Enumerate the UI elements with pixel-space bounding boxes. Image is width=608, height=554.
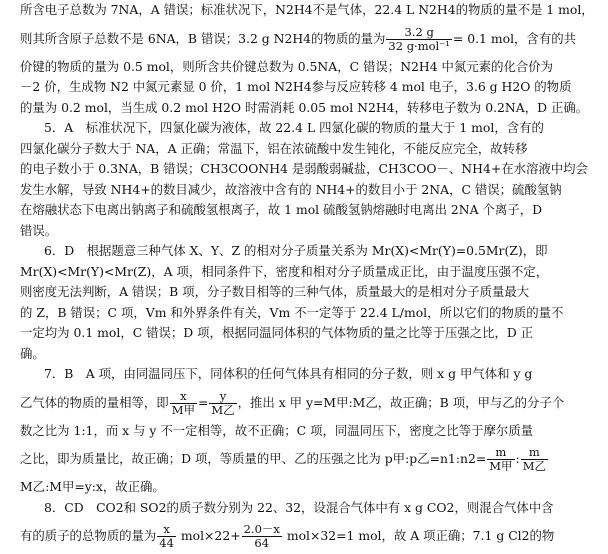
line-text: 确。 [20,345,45,361]
text-line [20,303,600,324]
text-line [20,262,600,283]
line-text: 在熔融状态下电离出钠离子和硫酸氢根离子，故 1 mol 硫酸氢钠熔融时电离出 2NA 个离子，D [20,202,543,217]
text-line [20,518,600,554]
line-text: = 0.1 mol，含有的共 [452,30,576,46]
line-text: 所含电子总数为 7NA，A 错误；标准状况下，N2H4不是气体，22.4 L N2H4的物质的量不是 1 mol， [20,2,594,17]
line-text: M乙:M甲=y:x，故正确。 [20,479,165,494]
line-text: 6．D 根据题意三种气体 X、Y、Z 的相对分子质量关系为 Mr(X)<Mr(Y)=0.5Mr(Z)，即 [44,243,548,258]
line-text: 7．B A 项，由同温同压下，同体积的任何气体具有相同的分子数，则 x g 甲气体和 y g [44,366,533,381]
text-line [20,77,600,98]
fraction: $\frac{m}{\text{M乙}}$ [522,445,546,473]
fraction: $\frac{x}{44}$ [159,522,174,550]
text-line [20,180,600,201]
line-text: 有的质子的总物质的量为 [20,528,157,543]
line-text: 的量为 0.2 mol，当生成 0.2 mol H2O 时需消耗 0.05 mol N2H4，转移电子数为 0.2NA，D 正确。 [20,99,589,115]
text-line [20,498,600,519]
text-line [20,21,600,57]
line-text: 5．A 标准状况下，四氯化碳为液体，故 22.4 L 四氯化碳的物质的量大于 1 mol，含有的 [44,120,544,135]
line-text: mol×32=1 mol，故 A 项正确；7.1 g Cl2的物 [282,528,555,543]
line-text: －2 价，生成物 N2 中氮元素显 0 价，1 mol N2H4参与反应转移 4 mol 电子，3.6 g H2O 的物质 [20,79,572,94]
line-text: 之比，即为质量比，故正确；D 项，等质量的甲、乙的压强之比为 p甲:p乙=n1:n2= [20,451,487,466]
text-line [20,139,600,160]
text-line [20,323,600,344]
text-line [20,421,600,442]
line-text: 发生水解，导致 NH4+的数目减少，故溶液中含有的 NH4+的数目小于 2NA，C 错误；硫酸氢钠 [20,181,562,197]
line-text: mol×22+ [176,528,241,543]
text-line [20,221,600,242]
text-line [20,0,600,21]
line-text: 的 Z，B 错误；C 项，Vm 和外界条件有关，Vm 不一定等于 22.4 L/mol，所以它们的物质的量不 [20,304,564,320]
text-line: 乙气体的物质的量相等，即 $\frac{x}{\text{M甲}}$ = $\frac{y}{\text{M乙}}$ ，推出 x 甲 y=M甲:M乙，故正确；B 项，甲与乙的分子个 [20,388,565,417]
text-line [20,98,600,119]
fraction: $\frac{2.0-x}{64}$ [243,522,280,550]
fraction: $\frac{y}{\text{M乙}}$ [211,388,235,417]
line-text: 则其所含原子总数不是 6NA，B 错误；3.2 g N2H4的物质的量为 [20,30,386,46]
line-text: 错误。 [20,222,58,238]
text-line [20,282,600,303]
text-line [20,118,600,139]
line-text: 数之比为 1:1，而 x 与 y 不一定相等，故不正确；C 项，同温同压下，密度之比等于摩尔质量 [20,422,534,438]
text-line [20,364,600,385]
fraction: $\frac{x}{\text{M甲}}$ [171,388,195,417]
text-line [20,477,600,498]
line-text: 则密度无法判断，A 错误；B 项，分子数目相等的三种气体，质量最大的是相对分子质量最大 [20,284,530,299]
text-line [20,344,600,365]
line-text: 价键的物质的量为 0.5 mol，则所含共价键总数为 0.5NA，C 错误；N2H4 中氮元素的化合价为 [20,58,554,74]
line-text: Mr(X)<Mr(Y)<Mr(Z)，A 项，相同条件下，密度和相对分子质量成正比，由于温度压强不定， [20,263,549,279]
line-text: 乙气体的物质的量相等，即 [20,394,169,410]
text-line [20,241,600,262]
fraction: $\frac{m}{\text{M甲}}$ [489,445,513,473]
line-text: 一定均为 0.1 mol，C 错误；D 项，根据同温同体积的气体物质的量之比等于压强之比，D 正 [20,325,534,340]
line-text: 的电子数小于 0.3NA，B 错误；CH3COONH4 是弱酸弱碱盐，CH3COO－、NH4+在水溶液中均会 [20,161,588,176]
text-line [20,200,600,221]
line-text: 8．CD CO2和 SO2的质子数分别为 22、32，设混合气体中有 x g CO2，则混合气体中含 [44,499,554,515]
text-line: 之比，即为质量比，故正确；D 项，等质量的甲、乙的压强之比为 p甲:p乙=n1:n2= $\frac{m}{\text{M甲}}$ : $\frac{m}{\text{M乙}}$ [20,445,546,473]
line-text: ，推出 x 甲 y=M甲:M乙，故正确；B 项，甲与乙的分子个 [237,394,565,410]
line-text: 四氯化碳分子数大于 NA，A 正确；常温下，铝在浓硫酸中发生钝化，不能反应完全，故转移 [20,140,528,156]
fraction: $\frac{3.2 g}{\text{32 g·mol⁻¹}}$ [388,24,450,53]
text-line [20,159,600,180]
text-line [20,57,600,78]
